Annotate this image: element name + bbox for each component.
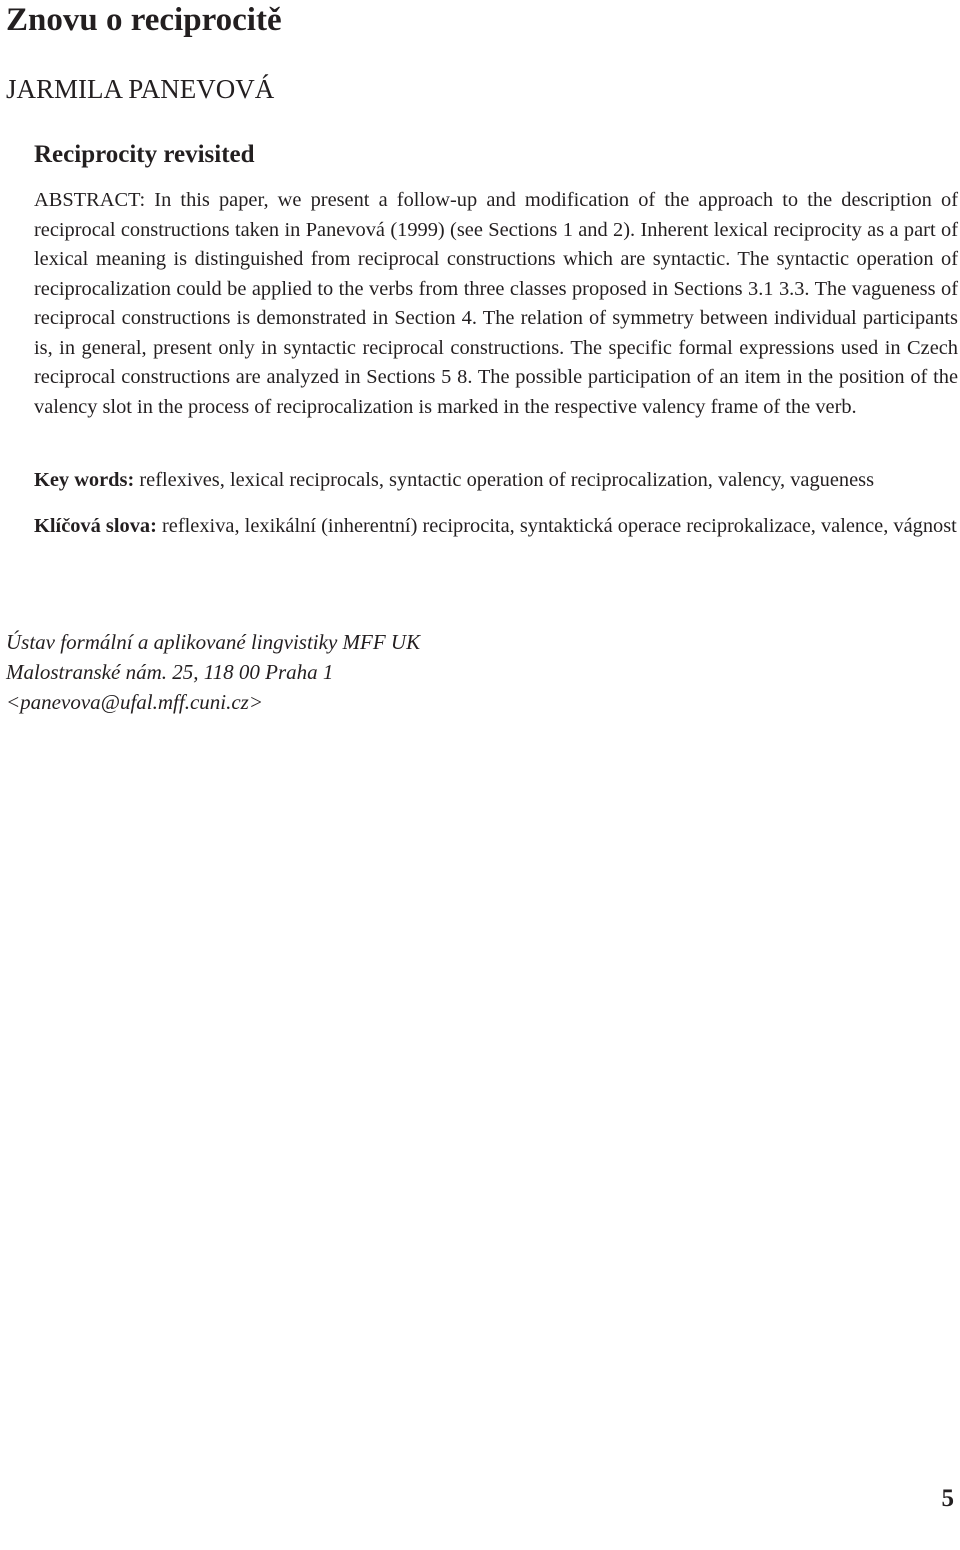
article-title: Znovu o reciprocitě	[6, 2, 282, 38]
author-affiliation	[6, 627, 420, 717]
keywords-czech-text: reflexiva, lexikální (inherentní) reciprocita, syntaktická operace reciprokalizace, valence, vágnost	[162, 515, 957, 537]
keywords-text: reflexives, lexical reciprocals, syntactic operation of reciprocalization, valency, vagueness	[139, 469, 875, 491]
abstract-paragraph: ABSTRACT: In this paper, we present a follow-up and modification of the approach to the description of reciprocal constructions taken in Panevová (1999) (see Sections 1 and 2). Inherent lexical reciprocity as a part of lexical meaning is distinguished from reciprocal constructions which are syntactic. The syntactic operation of reciprocalization could be applied to the verbs from three classes proposed in Sections 3.1 3.3. The vagueness of reciprocal constructions is demonstrated in Section 4. The relation of symmetry between individual participants is, in general, present only in syntactic reciprocal constructions. The specific formal expressions used in Czech reciprocal constructions are analyzed in Sections 5 8. The possible participation of an item in the position of the valency slot in the process of reciprocalization is marked in the respective valency frame of the verb.	[34, 189, 958, 418]
keywords-czech	[34, 512, 958, 542]
keywords	[34, 466, 958, 496]
affiliation-address: Malostranské nám. 25, 118 00 Praha 1	[6, 660, 334, 684]
article-subtitle: Reciprocity revisited	[34, 141, 255, 168]
author-name: JARMILA PANEVOVÁ	[6, 74, 275, 104]
keywords-czech-label: Klíčová slova:	[34, 515, 157, 537]
keywords-label: Key words:	[34, 469, 135, 491]
page-number: 5	[941, 1485, 954, 1512]
affiliation-institute: Ústav formální a aplikované lingvistiky MFF UK	[6, 630, 421, 654]
affiliation-email: <panevova@ufal.mff.cuni.cz>	[6, 690, 264, 714]
